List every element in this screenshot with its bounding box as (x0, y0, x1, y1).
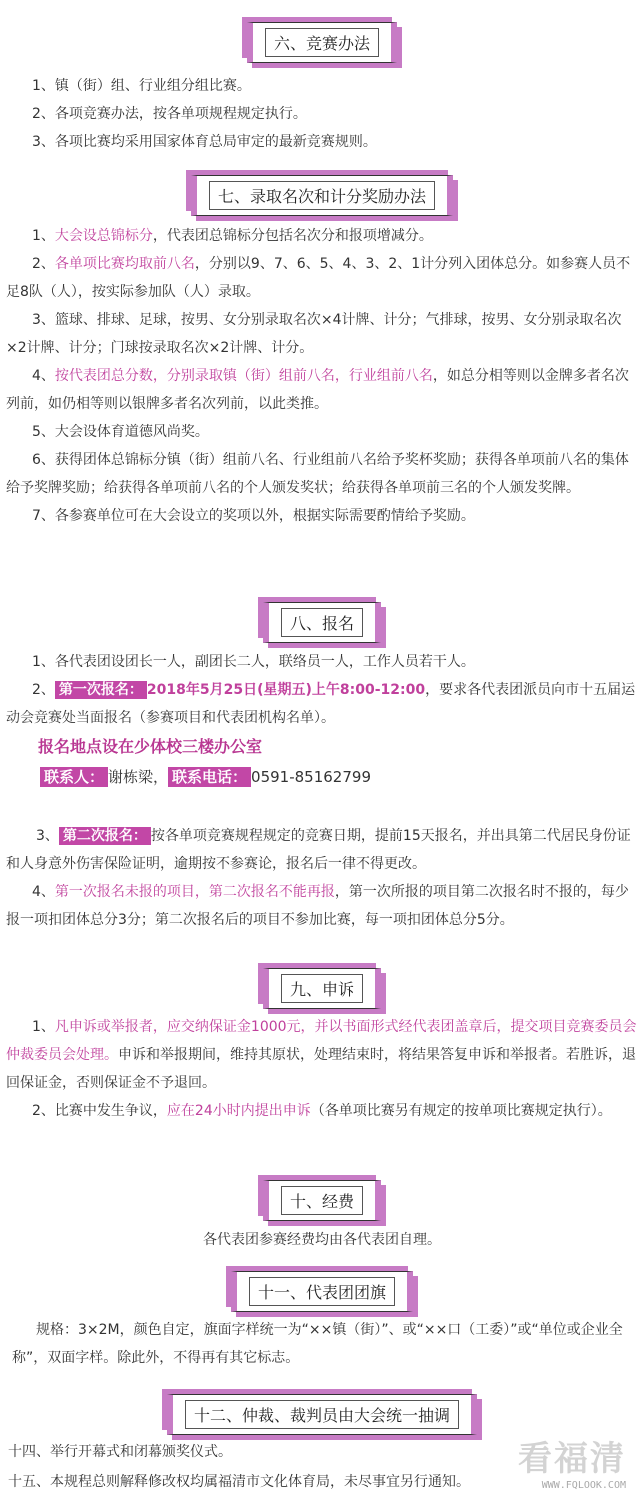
s7-i2-num: 2、 (32, 256, 55, 272)
s8-first-registration-badge: 第一次报名： (55, 681, 147, 699)
s8-spacer (6, 792, 638, 822)
s9-item-1 (6, 1013, 638, 1097)
s8-item-3 (6, 822, 638, 878)
s7-item-1 (6, 222, 638, 250)
s8-contact-label: 联系人： (40, 767, 108, 787)
s7-i2-text: ，分别以9、7、6、5、4、3、2、1计分列入团体总分。如参赛人员不足8队（人），按实际参加队（人）录取。 (6, 256, 631, 300)
s6-item-3: 3、各项比赛均采用国家体育总局审定的最新竞赛规则。 (32, 134, 377, 150)
s8-phone-label: 联系电话： (168, 767, 251, 787)
s7-item-7: 7、各参赛单位可在大会设立的奖项以外，根据实际需要酌情给予奖励。 (32, 508, 475, 524)
section-9-body (6, 1013, 638, 1125)
s8-item-2 (6, 676, 638, 732)
section-8-title: 八、报名 (281, 608, 363, 637)
section-8-header-wrap (0, 602, 644, 643)
section-9-title: 九、申诉 (281, 974, 363, 1003)
section-10-title: 十、经费 (281, 1186, 363, 1215)
watermark-logo: 看福清 (518, 1439, 626, 1479)
s8-item-4 (6, 878, 638, 934)
section-11-title: 十一、代表团团旗 (249, 1277, 395, 1306)
section-9-header-wrap (0, 968, 644, 1009)
section-10-title-box (263, 1180, 381, 1221)
s7-item-4 (6, 362, 638, 418)
section-11-header-wrap (0, 1271, 644, 1312)
section-7-header-wrap (0, 175, 644, 216)
s7-i1-highlight: 大会设总锦标分 (54, 228, 153, 244)
s8-item-1: 1、各代表团设团长一人，副团长二人，联络员一人，工作人员若干人。 (32, 654, 475, 670)
s8-i2-text: ，要求各代表团派员向市十五届运动会竞赛处当面报名（参赛项目和代表团机构名单）。 (6, 682, 636, 726)
s8-i2-num: 2、 (32, 682, 55, 698)
s7-item-2 (6, 250, 638, 306)
section-10-header-wrap (0, 1180, 644, 1221)
s9-item-2 (6, 1097, 638, 1125)
s11-text: 规格：3×2M，颜色自定，旗面字样统一为“××镇（街）”、或“××口（工委）”或“单位或企业全称”，双面字样。除此外，不得再有其它标志。 (12, 1322, 623, 1366)
s8-contact-name: 谢栋梁， (108, 768, 169, 786)
watermark-url: WWW.FQLOOK.COM (541, 1480, 626, 1491)
site-watermark (518, 1431, 626, 1491)
section-6-header-wrap (0, 22, 644, 63)
s8-location: 报名地点设在少体校三楼办公室 (38, 737, 263, 756)
s9-i2-highlight: 应在24小时内提出申诉 (166, 1103, 311, 1119)
s10-text: 各代表团参赛经费均由各代表团自理。 (203, 1232, 441, 1248)
section-8-body (6, 648, 638, 934)
s6-item-1: 1、镇（街）组、行业组分组比赛。 (32, 78, 251, 94)
s8-phone-number: 0591-85162799 (251, 768, 371, 786)
section-6-title: 六、竞赛办法 (265, 28, 379, 57)
section-11-title-box (231, 1271, 413, 1312)
s7-item-3: 3、篮球、排球、足球，按男、女分别录取名次×4计牌、计分；气排球，按男、女分别录取名次×2计牌、计分；门球按录取名次×2计牌、计分。 (6, 312, 622, 356)
s8-i4-highlight: 第一次报名未报的项目，第二次报名不能再报 (54, 884, 335, 900)
s8-i3-num: 3、 (36, 828, 59, 844)
s7-i1-num: 1、 (32, 228, 55, 244)
section-12-title-box (167, 1394, 477, 1435)
s15-text: 十五、本规程总则解释修改权均属福清市文化体育局，未尽事宜另行通知。 (8, 1474, 470, 1490)
s7-i4-num: 4、 (32, 368, 55, 384)
s6-item-2: 2、各项竞赛办法，按各单项规程规定执行。 (32, 106, 307, 122)
s9-i1-highlight: 凡申诉或举报者，应交纳保证金1000元，并以书面形式经代表团盖章后，提交项目竞赛委员会仲裁委员会处理。 (6, 1019, 637, 1063)
section-6-title-box (247, 22, 397, 63)
section-7-body (6, 222, 638, 530)
section-6-body (6, 72, 638, 156)
section-7-title: 七、录取名次和计分奖励办法 (209, 181, 435, 210)
s8-i3-text: 按各单项竞赛规程规定的竞赛日期，提前15天报名，并出具第二代居民身份证和人身意外伤害保险证明，逾期按不参赛论，报名后一律不得更改。 (6, 828, 631, 872)
section-8-title-box (263, 602, 381, 643)
section-12-title: 十二、仲裁、裁判员由大会统一抽调 (185, 1400, 459, 1429)
s9-i2-num: 2、比赛中发生争议， (32, 1103, 167, 1119)
s7-i4-text: ，如总分相等则以金牌多者名次列前，如仍相等则以银牌多者名次列前，以此类推。 (6, 368, 629, 412)
section-7-title-box (191, 175, 453, 216)
section-9-title-box (263, 968, 381, 1009)
s9-i2-text: （各单项比赛另有规定的按单项比赛规定执行）。 (310, 1103, 612, 1119)
s8-first-registration-date: 2018年5月25日(星期五)上午8:00-12:00 (146, 682, 426, 698)
s8-second-registration-badge: 第二次报名： (59, 827, 151, 845)
s14-text: 十四、举行开幕式和闭幕颁奖仪式。 (8, 1444, 232, 1460)
s8-i4-num: 4、 (32, 884, 55, 900)
s7-item-6: 6、获得团体总锦标分镇（街）组前八名、行业组前八名给予奖杯奖励；获得各单项前八名的集体给予奖牌奖励；给获得各单项前八名的个人颁发奖状；给获得各单项前三名的个人颁发奖牌。 (6, 452, 629, 496)
s9-i1-text: 申诉和举报期间，维持其原状，处理结束时，将结果答复申诉和举报者。若胜诉，退回保证金，否则保证金不予退回。 (6, 1047, 636, 1091)
s7-item-5: 5、大会设体育道德风尚奖。 (32, 424, 209, 440)
s7-i2-highlight: 各单项比赛均取前八名 (54, 256, 195, 272)
s8-contact-line (6, 762, 638, 792)
s9-i1-num: 1、 (32, 1019, 55, 1035)
section-12-header-wrap (0, 1394, 644, 1435)
s7-i4-highlight: 按代表团总分数，分别录取镇（街）组前八名，行业组前八名 (54, 368, 433, 384)
s7-i1-text: ，代表团总锦标分包括名次分和报项增减分。 (152, 228, 433, 244)
s8-i4-text: ，第一次所报的项目第二次报名时不报的，每少报一项扣团体总分3分；第二次报名后的项目不参加比赛，每一项扣团体总分5分。 (6, 884, 629, 928)
